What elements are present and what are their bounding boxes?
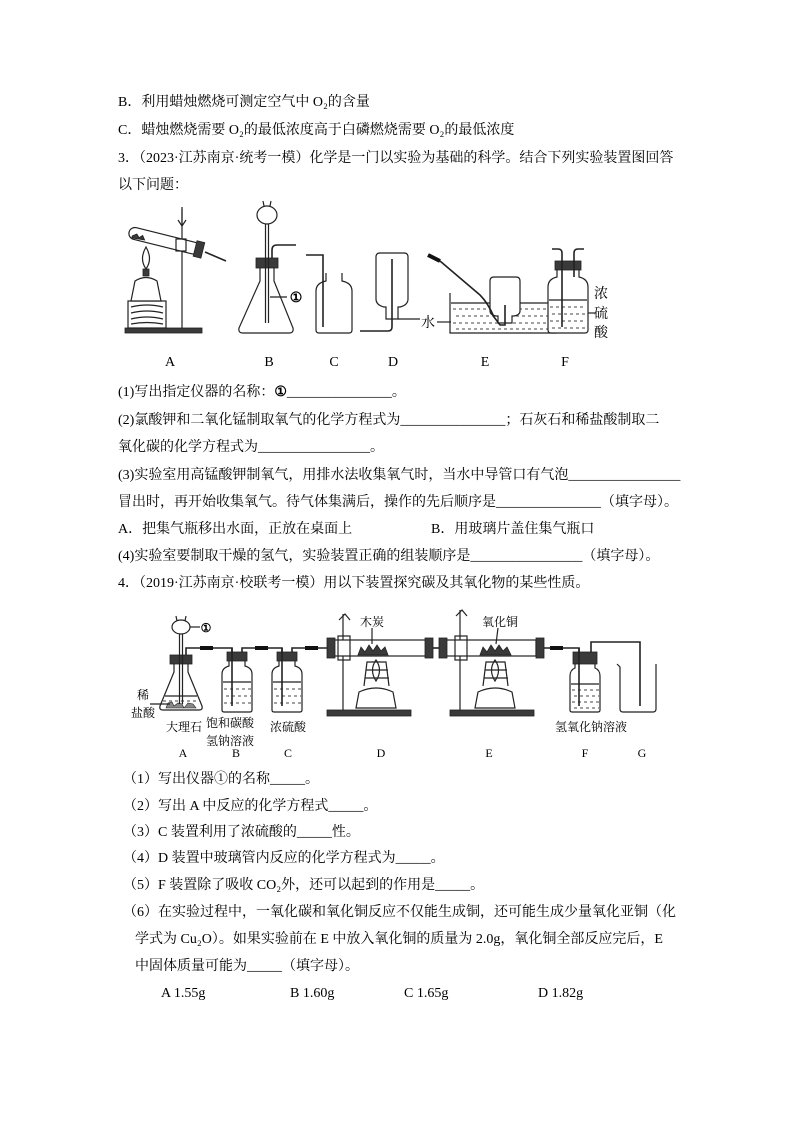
q3-part1-blank: _______________ [286, 385, 392, 400]
dilute-label: 稀 [136, 688, 150, 702]
q4-part6-option-c: C 1.65g [404, 986, 449, 1001]
marble-label: 大理石 [165, 720, 203, 734]
rubber-stopper [256, 258, 278, 268]
apparatus-g-beaker [617, 664, 656, 712]
q3-apparatus-figure [0, 195, 794, 375]
callout-1: ① [289, 291, 303, 306]
q3-part2-line1: (2)氯酸钾和二氧化锰制取氧气的化学方程式为_______________；石灰石和稀盐酸制取二 [118, 413, 660, 428]
q4-apparatus-svg [0, 600, 794, 762]
label-c: C [329, 355, 339, 370]
test-tube [127, 224, 205, 258]
washing-bottle [222, 660, 252, 712]
q4-apparatus-figure [0, 600, 794, 762]
q4-part1: （1）写出仪器①的名称_____。 [123, 772, 319, 787]
funnel-bulb [172, 620, 190, 634]
label-a: A [178, 746, 188, 760]
arrow-down-icon [178, 209, 186, 226]
apparatus-f-washing-bottle [548, 249, 609, 341]
label-e: E [485, 746, 493, 760]
washing-bottle [570, 664, 600, 712]
label-a: A [164, 355, 176, 370]
apparatus-d-downward-collection [360, 253, 420, 331]
stand-clamp-knob [456, 610, 467, 616]
apparatus-e-water-collection [421, 255, 556, 333]
apparatus-a-heating-setup [125, 207, 226, 333]
rubber-stopper [227, 652, 247, 661]
q4-stem: 4．（2019·江苏南京·校联考一模）用以下装置探究碳及其氧化物的某些性质。 [118, 576, 590, 591]
q4-part6-option-d: D 1.82g [538, 986, 584, 1001]
acid-label-char-2: 硫 [594, 307, 608, 322]
label-c: C [283, 746, 293, 760]
iron-stand-base [327, 710, 411, 716]
rubber-stopper [277, 652, 297, 661]
apparatus-c-upward-collection [306, 255, 352, 333]
left-stopper [327, 638, 335, 658]
prev-option-c: C．蜡烛燃烧需要 O₂的最低浓度高于白磷燃烧需要 O₂的最低浓度 [118, 123, 515, 138]
b-label-line2: 氢钠溶液 [205, 734, 255, 748]
conical-flask [160, 664, 202, 710]
apparatus-b-washing-bottle [206, 648, 255, 748]
acid-label-char-3: 酸 [594, 326, 608, 341]
q3-part3-line2: 冒出时，再开始收集氧气。待气体集满后，操作的先后顺序是_______________（填字母）。 [118, 495, 678, 510]
q4-part2: （2）写出 A 中反应的化学方程式_____。 [123, 799, 378, 814]
gas-jar [316, 273, 352, 333]
prev-option-b: B．利用蜡烛燃烧可测定空气中 O₂的含量 [118, 95, 370, 110]
apparatus-b-flask-setup [239, 201, 302, 333]
callout-1: ① [200, 621, 212, 635]
label-d: D [376, 746, 386, 760]
iron-stand-base [450, 710, 534, 716]
label-e: E [480, 355, 490, 370]
apparatus-f-naoh-bottle [555, 648, 627, 734]
apparatus-d-charcoal-tube [327, 614, 433, 716]
left-stopper [439, 638, 447, 658]
right-stopper [425, 638, 433, 658]
q3-part2-line2: 氧化碳的化学方程式为________________。 [118, 440, 384, 455]
copper-oxide-label: 氧化铜 [481, 615, 519, 629]
q3-stem-line1: 3．（2023·江苏南京·统考一模）化学是一门以实验为基础的科学。结合下列实验装置图回答 [118, 151, 674, 166]
test-tube-body [128, 226, 201, 255]
q3-part1-end: 。 [391, 385, 406, 400]
rubber-tube [428, 255, 440, 261]
q4-part6-line1: （6）在实验过程中，一氧化碳和氧化铜反应不仅能生成铜，还可能生成少量氧化亚铜（化 [123, 905, 676, 920]
rubber-stopper [573, 652, 597, 664]
washing-bottle [548, 270, 588, 333]
label-g: G [637, 746, 647, 760]
q3-part1-marker: ① [274, 385, 287, 400]
q3-part1 [118, 385, 406, 401]
rubber-stopper [170, 655, 192, 664]
q4-part4: （4）D 装置中玻璃管内反应的化学方程式为_____。 [123, 851, 445, 866]
right-stopper [536, 638, 544, 658]
q4-part6-option-a: A 1.55g [161, 986, 206, 1001]
q3-part4: (4)实验室要制取干燥的氢气，实验装置正确的组装顺序是________________（填字母）。 [118, 549, 660, 564]
iron-stand-base [125, 328, 202, 333]
delivery-tube [272, 245, 296, 258]
lamp-flame [143, 247, 150, 269]
q3-part3-line1: (3)实验室用高锰酸钾制氧气，用排水法收集氧气时，当水中导管口有气泡________________ [118, 468, 681, 483]
q3-stem-line2: 以下问题： [118, 178, 188, 193]
q4-part6-line3: 中固体质量可能为_____（填字母）。 [135, 959, 359, 974]
water-label: 水 [421, 316, 435, 331]
q3-part3-option-b: B．用玻璃片盖住集气瓶口 [431, 522, 595, 537]
apparatus-c-drying-bottle [270, 648, 307, 734]
label-f: F [561, 355, 569, 370]
apparatus-e-copper-oxide-tube [439, 610, 544, 716]
label-f: F [581, 746, 589, 760]
apparatus-a-co2-generator [131, 616, 212, 734]
label-d: D [387, 355, 399, 370]
rubber-stopper [555, 261, 581, 270]
c-label: 浓硫酸 [269, 720, 307, 734]
funnel-bulb [257, 206, 277, 224]
lamp-wick-holder [143, 269, 149, 276]
alcohol-lamp [475, 688, 515, 708]
q3-apparatus-svg [0, 195, 794, 375]
label-b: B [264, 355, 274, 370]
beaker [617, 664, 656, 712]
alcohol-lamp [356, 688, 396, 708]
q4-part3: （3）C 装置利用了浓硫酸的_____性。 [123, 825, 360, 840]
q4-part6-line2: 学式为 Cu₂O）。如果实验前在 E 中放入氧化铜的质量为 2.0g，氧化铜全部反应完后，E [135, 932, 663, 947]
q3-part3-option-a: A．把集气瓶移出水面，正放在桌面上 [118, 522, 353, 537]
f-label: 氢氧化钠溶液 [554, 720, 628, 734]
charcoal-label: 木炭 [359, 615, 385, 629]
q4-part5: （5）F 装置除了吸收 CO₂外，还可以起到的作用是_____。 [123, 878, 485, 893]
q3-part1-text: (1)写出指定仪器的名称： [118, 385, 275, 400]
q4-part6-option-b: B 1.60g [290, 986, 335, 1001]
acid-label-char-1: 浓 [594, 287, 608, 302]
delivery-tube [205, 252, 226, 261]
funnel-top [263, 201, 271, 206]
label-b: B [231, 746, 241, 760]
b-label-line1: 饱和碳酸 [205, 716, 255, 730]
alcohol-lamp [131, 278, 161, 302]
acid-label: 盐酸 [130, 706, 156, 720]
stand-clamp-knob [339, 614, 350, 620]
washing-bottle [272, 660, 302, 712]
